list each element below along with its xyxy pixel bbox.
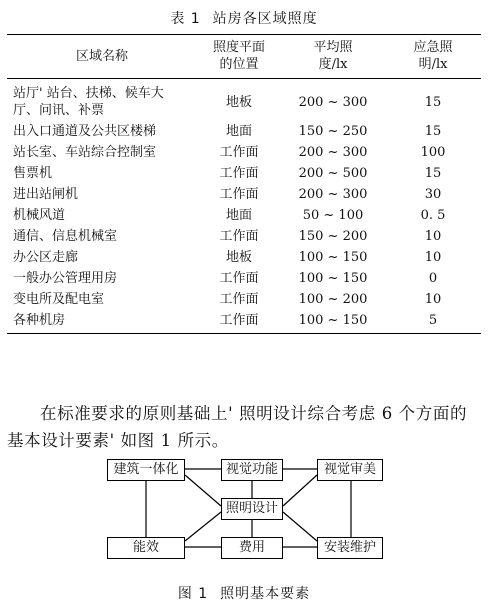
table-row <box>7 268 481 289</box>
table-row <box>7 205 481 226</box>
cell-average: 150 ~ 200 <box>298 229 368 244</box>
connector-line <box>185 512 221 541</box>
node-visual-aesthetics: 视觉审美 <box>317 459 383 481</box>
cell-area: 通信、信息机械室 <box>13 229 118 244</box>
header-average: 平均照 度/lx <box>281 35 385 79</box>
header-plane: 照度平面 的位置 <box>197 35 281 79</box>
table-row <box>7 184 481 205</box>
cell-plane: 地板 <box>225 94 252 110</box>
header-emergency: 应急照 明/lx <box>385 35 481 79</box>
cell-area: 站厅' 站台、扶梯、候车大 厅、问讯、补票 <box>13 86 164 118</box>
header-area: 区域名称 <box>7 35 197 79</box>
cell-area: 变电所及配电室 <box>13 292 105 307</box>
figure-caption-text: 照明基本要素 <box>220 586 311 602</box>
table-number: 表 1 <box>170 11 201 27</box>
figure-number: 图 1 <box>177 586 209 602</box>
cell-emergency: 15 <box>424 124 442 139</box>
node-energy-efficiency: 能效 <box>107 537 185 559</box>
table-row <box>7 247 481 268</box>
node-visual-function: 视觉功能 <box>221 459 283 481</box>
cell-plane: 工作面 <box>219 145 259 160</box>
table-header-row <box>7 35 481 79</box>
cell-plane: 工作面 <box>197 310 281 334</box>
table-row <box>7 79 481 122</box>
cell-average: 200 ~ 300 <box>298 187 368 202</box>
table-row <box>7 163 481 184</box>
cell-emergency: 10 <box>424 292 442 307</box>
illuminance-table <box>7 34 481 334</box>
table-title-text: 站房各区域照度 <box>212 11 318 27</box>
cell-area: 进出站闸机 <box>13 187 79 202</box>
cell-average: 100 ~ 150 <box>298 250 368 265</box>
cell-average: 200 ~ 300 <box>298 94 368 110</box>
cell-area: 各种机房 <box>7 310 197 334</box>
node-cost: 费用 <box>221 537 283 559</box>
cell-area: 一般办公管理用房 <box>13 271 118 286</box>
node-lighting-design: 照明设计 <box>221 498 283 520</box>
cell-area: 办公区走廊 <box>13 250 79 265</box>
cell-emergency: 0. 5 <box>420 208 446 223</box>
table-row <box>7 226 481 247</box>
cell-area: 站长室、车站综合控制室 <box>13 145 157 160</box>
cell-average: 50 ~ 100 <box>302 208 364 223</box>
table-row <box>7 142 481 163</box>
cell-emergency: 100 <box>420 145 446 160</box>
connector-line <box>283 512 317 541</box>
cell-emergency: 0 <box>428 271 438 286</box>
table-title <box>0 8 488 28</box>
cell-emergency: 15 <box>424 166 442 181</box>
table-row <box>7 289 481 310</box>
connector-line <box>283 475 317 506</box>
cell-plane: 工作面 <box>219 187 259 202</box>
cell-emergency: 30 <box>424 187 442 202</box>
table-row <box>7 310 481 334</box>
node-installation-maintenance: 安装维护 <box>317 537 383 559</box>
cell-area: 机械风道 <box>13 208 66 223</box>
cell-plane: 工作面 <box>219 292 259 307</box>
cell-plane: 地板 <box>225 250 252 265</box>
cell-plane: 工作面 <box>219 166 259 181</box>
cell-emergency: 10 <box>424 250 442 265</box>
cell-area: 售票机 <box>13 166 53 181</box>
cell-area: 出入口通道及公共区楼梯 <box>13 124 157 139</box>
lighting-elements-diagram <box>0 450 488 570</box>
cell-plane: 地面 <box>225 124 252 139</box>
figure-caption <box>0 583 488 603</box>
cell-average: 100 ~ 200 <box>298 292 368 307</box>
cell-average: 100 ~ 150 <box>281 310 385 334</box>
cell-average: 150 ~ 250 <box>298 124 368 139</box>
cell-average: 200 ~ 300 <box>298 145 368 160</box>
cell-average: 200 ~ 500 <box>298 166 368 181</box>
cell-emergency: 10 <box>424 229 442 244</box>
cell-plane: 工作面 <box>219 271 259 286</box>
cell-plane: 工作面 <box>219 229 259 244</box>
connector-line <box>185 475 221 506</box>
table-row <box>7 121 481 142</box>
cell-emergency: 15 <box>424 94 442 110</box>
node-architectural-integration: 建筑一体化 <box>107 459 185 481</box>
cell-plane: 地面 <box>225 208 252 223</box>
body-paragraph: 在标准要求的原则基础上' 照明设计综合考虑 6 个方面的基本设计要素' 如图 1 所示。 <box>7 403 468 450</box>
cell-average: 100 ~ 150 <box>298 271 368 286</box>
cell-emergency: 5 <box>385 310 481 334</box>
